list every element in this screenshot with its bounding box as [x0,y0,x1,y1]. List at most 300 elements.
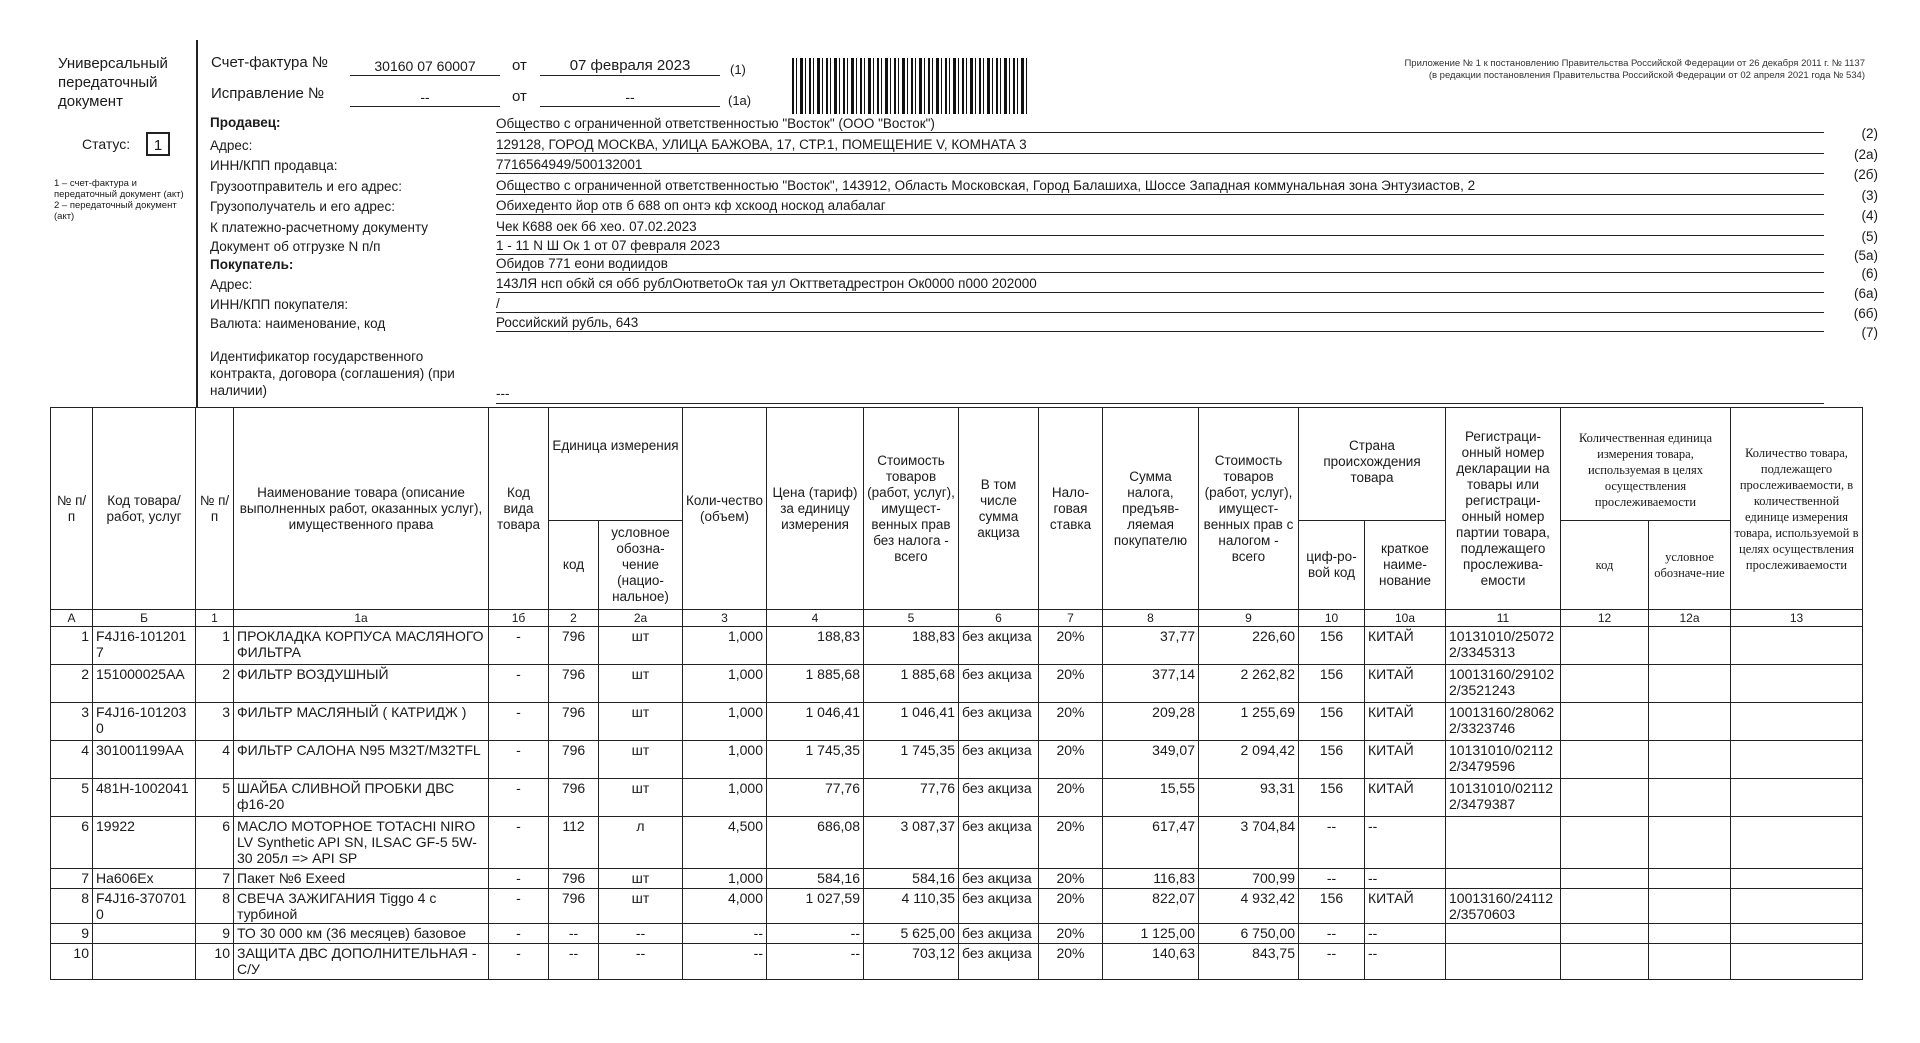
column-number: 2 [549,610,599,627]
cell-n2: 5 [196,779,234,817]
th-cost-with-tax: Стоимость товаров (работ, услуг), имущест-венных прав с налогом - всего [1199,408,1299,610]
column-number: 9 [1199,610,1299,627]
th-unit: Единица измерения [549,408,683,521]
cell-price: -- [767,924,864,944]
cell-tcode [1561,741,1649,779]
cell-n: 5 [51,779,93,817]
cell-qty: 1,000 [683,779,767,817]
cell-qty: 4,000 [683,889,767,924]
cell-n: 9 [51,924,93,944]
barcode [792,58,1028,114]
correction-label: Исправление № [211,85,325,102]
cell-name: ФИЛЬТР ВОЗДУШНЫЙ [234,665,489,703]
cell-n: 8 [51,889,93,924]
cell-ucode: -- [549,944,599,980]
th-trace-symbol: условное обозначе-ние [1649,521,1731,610]
cell-code: 19922 [93,817,196,869]
column-number: 6 [959,610,1039,627]
cell-ucode: 112 [549,817,599,869]
field-label: ИНН/КПП продавца: [210,158,338,173]
field-code: (4) [1861,208,1878,223]
cell-n2: 3 [196,703,234,741]
column-number: 10а [1365,610,1446,627]
cell-ucode: 796 [549,889,599,924]
invoice-code: (1) [730,62,746,77]
field-label: Документ об отгрузке N п/п [210,239,381,254]
cell-total: 226,60 [1199,627,1299,665]
cell-tqty [1731,869,1863,889]
invoice-label: Счет-фактура № [211,54,328,71]
cell-reg [1446,924,1561,944]
th-unit-code: код [549,521,599,610]
field-label: Продавец: [210,115,281,130]
cell-price: 77,76 [767,779,864,817]
table-row [51,869,1863,889]
field-label: Валюта: наименование, код [210,316,386,331]
cell-qty: -- [683,924,767,944]
field-code: (5а) [1853,248,1878,263]
cell-n2: 1 [196,627,234,665]
cell-qty: -- [683,944,767,980]
cell-usym: шт [599,869,683,889]
cell-usym: л [599,817,683,869]
cell-tcode [1561,627,1649,665]
cell-n: 6 [51,817,93,869]
cell-tcode [1561,817,1649,869]
correction-from-label: от [512,88,527,105]
cell-tcode [1561,889,1649,924]
cell-kind: - [489,741,549,779]
th-trace-qty: Количество товара, подлежащего прослеживаемости, в количественной единице измерения товара, используемой в целях осуществления прослеживаемости [1731,408,1863,610]
cell-reg: 10013160/24112 2/3570603 [1446,889,1561,924]
cell-tcode [1561,703,1649,741]
th-country: Страна происхождения товара [1299,408,1446,521]
cell-excise: без акциза [959,779,1039,817]
table-row [51,817,1863,869]
cell-tsym [1649,944,1731,980]
goods-table [50,407,1863,980]
cell-price: 1 027,59 [767,889,864,924]
table-row [51,741,1863,779]
cell-tsym [1649,779,1731,817]
cell-rate: 20% [1039,889,1103,924]
cell-total: 700,99 [1199,869,1299,889]
cell-tax: 377,14 [1103,665,1199,703]
cell-usym: -- [599,924,683,944]
table-row [51,703,1863,741]
cell-kind: - [489,889,549,924]
cell-rate: 20% [1039,869,1103,889]
cell-qty: 1,000 [683,627,767,665]
cell-excise: без акциза [959,944,1039,980]
cell-tax: 140,63 [1103,944,1199,980]
cell-excise: без акциза [959,817,1039,869]
field-label: К платежно-расчетному документу [210,220,429,235]
cell-ccode: 156 [1299,665,1365,703]
cell-total: 1 255,69 [1199,703,1299,741]
field-label: ИНН/КПП покупателя: [210,297,349,312]
cell-n2: 8 [196,889,234,924]
cell-usym: шт [599,779,683,817]
cell-cname: КИТАЙ [1365,889,1446,924]
cell-usym: шт [599,889,683,924]
cell-n2: 9 [196,924,234,944]
cell-tqty [1731,703,1863,741]
column-number: 13 [1731,610,1863,627]
table-row [51,779,1863,817]
cell-reg: 10131010/25072 2/3345313 [1446,627,1561,665]
cell-kind: - [489,944,549,980]
cell-reg [1446,869,1561,889]
cell-tsym [1649,869,1731,889]
cell-excise: без акциза [959,703,1039,741]
cell-cost: 1 885,68 [864,665,959,703]
cell-qty: 1,000 [683,703,767,741]
cell-total: 4 932,42 [1199,889,1299,924]
cell-n2: 4 [196,741,234,779]
cell-kind: - [489,779,549,817]
cell-kind: - [489,665,549,703]
column-number: Б [93,610,196,627]
cell-tax: 37,77 [1103,627,1199,665]
cell-kind: - [489,817,549,869]
status-value: 1 [146,132,170,156]
field-code: (5) [1861,229,1878,244]
column-number: 1а [234,610,489,627]
cell-tcode [1561,924,1649,944]
cell-ccode: -- [1299,924,1365,944]
column-number: 2а [599,610,683,627]
invoice-number: 30160 07 60007 [350,57,500,76]
cell-price: 1 885,68 [767,665,864,703]
cell-tqty [1731,924,1863,944]
column-number: 5 [864,610,959,627]
cell-tsym [1649,703,1731,741]
cell-usym: шт [599,665,683,703]
cell-total: 843,75 [1199,944,1299,980]
cell-code: F4J16-101203 0 [93,703,196,741]
th-product-code: Код товара/ работ, услуг [93,408,196,610]
column-number: 7 [1039,610,1103,627]
table-row [51,627,1863,665]
cell-tax: 617,47 [1103,817,1199,869]
cell-qty: 1,000 [683,741,767,779]
cell-tax: 209,28 [1103,703,1199,741]
cell-price: 1 046,41 [767,703,864,741]
cell-tax: 15,55 [1103,779,1199,817]
cell-n: 7 [51,869,93,889]
cell-name: ФИЛЬТР САЛОНА N95 M32T/M32TFL [234,741,489,779]
cell-n: 4 [51,741,93,779]
cell-rate: 20% [1039,779,1103,817]
cell-price: 188,83 [767,627,864,665]
cell-code: 301001199AA [93,741,196,779]
cell-kind: - [489,627,549,665]
field-label: Грузоотправитель и его адрес: [210,179,402,194]
column-numbers-row [51,610,1863,627]
cell-price: -- [767,944,864,980]
th-trace-code: код [1561,521,1649,610]
cell-ucode: 796 [549,665,599,703]
field-code: (2а) [1853,147,1878,162]
cell-tqty [1731,817,1863,869]
table-row [51,944,1863,980]
cell-price: 584,16 [767,869,864,889]
field-code: (2б) [1853,167,1878,182]
cell-n: 10 [51,944,93,980]
cell-code: F4J16-101201 7 [93,627,196,665]
cell-ccode: 156 [1299,889,1365,924]
cell-n2: 7 [196,869,234,889]
cell-rate: 20% [1039,703,1103,741]
cell-total: 93,31 [1199,779,1299,817]
cell-total: 3 704,84 [1199,817,1299,869]
cell-n2: 6 [196,817,234,869]
correction-date: -- [540,88,720,107]
field-code: (6а) [1853,286,1878,301]
cell-name: ШАЙБА СЛИВНОЙ ПРОБКИ ДВС ф16-20 [234,779,489,817]
cell-tax: 822,07 [1103,889,1199,924]
cell-tsym [1649,665,1731,703]
cell-ccode: 156 [1299,703,1365,741]
cell-tcode [1561,869,1649,889]
cell-reg: 10131010/02112 2/3479596 [1446,741,1561,779]
cell-name: МАСЛО МОТОРНОЕ TOTACHI NIRO LV Synthetic API SN, ILSAC GF-5 5W-30 205л => API SP [234,817,489,869]
table-row [51,889,1863,924]
cell-kind: - [489,703,549,741]
cell-cname: КИТАЙ [1365,665,1446,703]
column-number: 4 [767,610,864,627]
field-value: Российский рубль, 643 [496,314,1824,332]
cell-cost: 1 046,41 [864,703,959,741]
cell-tax: 116,83 [1103,869,1199,889]
cell-tqty [1731,889,1863,924]
cell-tqty [1731,665,1863,703]
cell-rate: 20% [1039,741,1103,779]
cell-tqty [1731,627,1863,665]
cell-excise: без акциза [959,889,1039,924]
cell-tcode [1561,944,1649,980]
field-label: Адрес: [210,277,253,292]
field-label: Адрес: [210,138,253,153]
cell-total: 2 262,82 [1199,665,1299,703]
cell-name: Пакет №6 Exeed [234,869,489,889]
appendix-note [1240,58,1865,82]
field-value: 143ЛЯ нсп обкй ся обб рублОютветоОк тая ул Окттветадрестрон Ок0000 п000 202000 [496,275,1824,293]
cell-cname: КИТАЙ [1365,703,1446,741]
cell-cost: 5 625,00 [864,924,959,944]
table-row [51,924,1863,944]
cell-cname: КИТАЙ [1365,741,1446,779]
th-unit-symbol: условное обозна-чение (нацио-нальное) [599,521,683,610]
field-value: Чек К688 оек б6 хео. 07.02.2023 [496,218,1824,236]
cell-ccode: 156 [1299,627,1365,665]
field-value: 1 - 11 N Ш Ок 1 от 07 февраля 2023 [496,237,1824,255]
cell-n2: 2 [196,665,234,703]
correction-number: -- [350,88,500,107]
th-tax-rate: Нало-говая ставка [1039,408,1103,610]
th-cost-no-tax: Стоимость товаров (работ, услуг), имущест-венных прав без налога - всего [864,408,959,610]
cell-qty: 1,000 [683,869,767,889]
column-number: 10 [1299,610,1365,627]
column-number: 11 [1446,610,1561,627]
field-value: / [496,295,1824,313]
field-value: Обихеденто йор отв б 688 оп онтэ кф хскоод носкод алабалаг [496,197,1824,215]
cell-ccode: -- [1299,817,1365,869]
th-excise: В том числе сумма акциза [959,408,1039,610]
appendix-line-1: Приложение № 1 к постановлению Правительства Российской Федерации от 26 декабря 2011 г. № 1137 [1404,58,1865,69]
cell-ccode: -- [1299,944,1365,980]
cell-qty: 1,000 [683,665,767,703]
cell-cname: КИТАЙ [1365,627,1446,665]
cell-cost: 3 087,37 [864,817,959,869]
cell-reg [1446,944,1561,980]
field-value: 129128, ГОРОД МОСКВА, УЛИЦА БАЖОВА, 17, СТР.1, ПОМЕЩЕНИЕ V, КОМНАТА 3 [496,136,1824,154]
cell-reg: 10013160/28062 2/3323746 [1446,703,1561,741]
cell-n2: 10 [196,944,234,980]
cell-excise: без акциза [959,924,1039,944]
cell-rate: 20% [1039,944,1103,980]
th-country-code: циф-ро-вой код [1299,521,1365,610]
field-value: Общество с ограниченной ответственностью "Восток", 143912, Область Московская, Город Балашиха, Шоссе Западная коммунальная зона Энтузиастов, 2 [496,177,1824,195]
cell-excise: без акциза [959,741,1039,779]
cell-cost: 1 745,35 [864,741,959,779]
cell-tqty [1731,779,1863,817]
table-row [51,665,1863,703]
field-code: (3) [1861,188,1878,203]
cell-cost: 188,83 [864,627,959,665]
cell-tax: 1 125,00 [1103,924,1199,944]
cell-code: 151000025AA [93,665,196,703]
appendix-line-2: (в редакции постановления Правительства Российской Федерации от 02 апреля 2021 года № 534) [1428,70,1865,81]
cell-n: 2 [51,665,93,703]
cell-excise: без акциза [959,665,1039,703]
cell-price: 686,08 [767,817,864,869]
cell-tcode [1561,665,1649,703]
field-label: Покупатель: [210,257,294,272]
cell-ucode: -- [549,924,599,944]
cell-rate: 20% [1039,627,1103,665]
cell-excise: без акциза [959,627,1039,665]
cell-n: 1 [51,627,93,665]
cell-cost: 4 110,35 [864,889,959,924]
cell-rate: 20% [1039,817,1103,869]
status-note: 1 – счет-фактура и передаточный документ (акт) 2 – передаточный документ (акт) [54,178,184,222]
cell-ccode: -- [1299,869,1365,889]
cell-cname: -- [1365,924,1446,944]
field-code: (2) [1861,126,1878,141]
cell-tqty [1731,741,1863,779]
th-num2: № п/п [196,408,234,610]
field-code: (7) [1861,325,1878,340]
cell-cname: -- [1365,869,1446,889]
cell-tsym [1649,924,1731,944]
column-number: 12 [1561,610,1649,627]
cell-name: ТО 30 000 км (36 месяцев) базовое [234,924,489,944]
column-number: 3 [683,610,767,627]
cell-tcode [1561,779,1649,817]
cell-kind: - [489,924,549,944]
cell-reg: 10013160/29102 2/3521243 [1446,665,1561,703]
th-kind-code: Код вида товара [489,408,549,610]
cell-tsym [1649,627,1731,665]
cell-code: На606Ex [93,869,196,889]
field-value: 7716564949/500132001 [496,156,1824,174]
th-price: Цена (тариф) за единицу измерения [767,408,864,610]
column-number: 1б [489,610,549,627]
cell-ccode: 156 [1299,779,1365,817]
cell-name: ПРОКЛАДКА КОРПУСА МАСЛЯНОГО ФИЛЬТРА [234,627,489,665]
column-number: А [51,610,93,627]
column-number: 8 [1103,610,1199,627]
cell-tqty [1731,944,1863,980]
th-num: № п/п [51,408,93,610]
cell-excise: без акциза [959,869,1039,889]
invoice-from-label: от [512,57,527,74]
cell-n: 3 [51,703,93,741]
column-number: 1 [196,610,234,627]
cell-tax: 349,07 [1103,741,1199,779]
th-name: Наименование товара (описание выполненных работ, оказанных услуг), имущественного права [234,408,489,610]
cell-rate: 20% [1039,924,1103,944]
cell-rate: 20% [1039,665,1103,703]
left-divider [196,40,198,408]
invoice-date: 07 февраля 2023 [540,57,720,76]
goods-body [51,627,1863,980]
cell-tsym [1649,817,1731,869]
cell-usym: -- [599,944,683,980]
cell-ucode: 796 [549,779,599,817]
cell-ucode: 796 [549,869,599,889]
cell-reg: 10131010/02112 2/3479387 [1446,779,1561,817]
cell-tsym [1649,741,1731,779]
cell-price: 1 745,35 [767,741,864,779]
cell-name: ЗАЩИТА ДВС ДОПОЛНИТЕЛЬНАЯ - С/У [234,944,489,980]
cell-ucode: 796 [549,741,599,779]
cell-total: 6 750,00 [1199,924,1299,944]
gov-contract-value: --- [496,386,1824,404]
th-tax-sum: Сумма налога, предъяв-ляемая покупателю [1103,408,1199,610]
th-trace-unit: Количественная единица измерения товара, используемая в целях осуществления прослеживаемости [1561,408,1731,521]
cell-tsym [1649,889,1731,924]
document-type-title: Универсальный передаточный документ [58,55,168,110]
cell-ucode: 796 [549,703,599,741]
cell-kind: - [489,869,549,889]
th-qty: Коли-чество (объем) [683,408,767,610]
cell-ucode: 796 [549,627,599,665]
field-code: (6) [1861,266,1878,281]
cell-cost: 703,12 [864,944,959,980]
gov-contract-label: Идентификатор государственного контракта, договора (соглашения) (при наличии) [210,349,455,398]
th-country-name: краткое наиме-нование [1365,521,1446,610]
cell-cname: -- [1365,817,1446,869]
cell-code: 481H-1002041 [93,779,196,817]
cell-code [93,944,196,980]
field-value: Обидов 771 еони водиидов [496,255,1824,273]
th-reg-number: Регистраци-онный номер декларации на товары или регистраци-онный номер партии товара, подлежащего прослежива-емости [1446,408,1561,610]
cell-qty: 4,500 [683,817,767,869]
cell-usym: шт [599,627,683,665]
cell-usym: шт [599,703,683,741]
cell-cname: КИТАЙ [1365,779,1446,817]
status-label: Статус: [82,136,131,152]
correction-code: (1а) [728,93,752,108]
cell-code [93,924,196,944]
field-code: (6б) [1853,306,1878,321]
cell-cname: -- [1365,944,1446,980]
cell-name: ФИЛЬТР МАСЛЯНЫЙ ( КАТРИДЖ ) [234,703,489,741]
cell-total: 2 094,42 [1199,741,1299,779]
